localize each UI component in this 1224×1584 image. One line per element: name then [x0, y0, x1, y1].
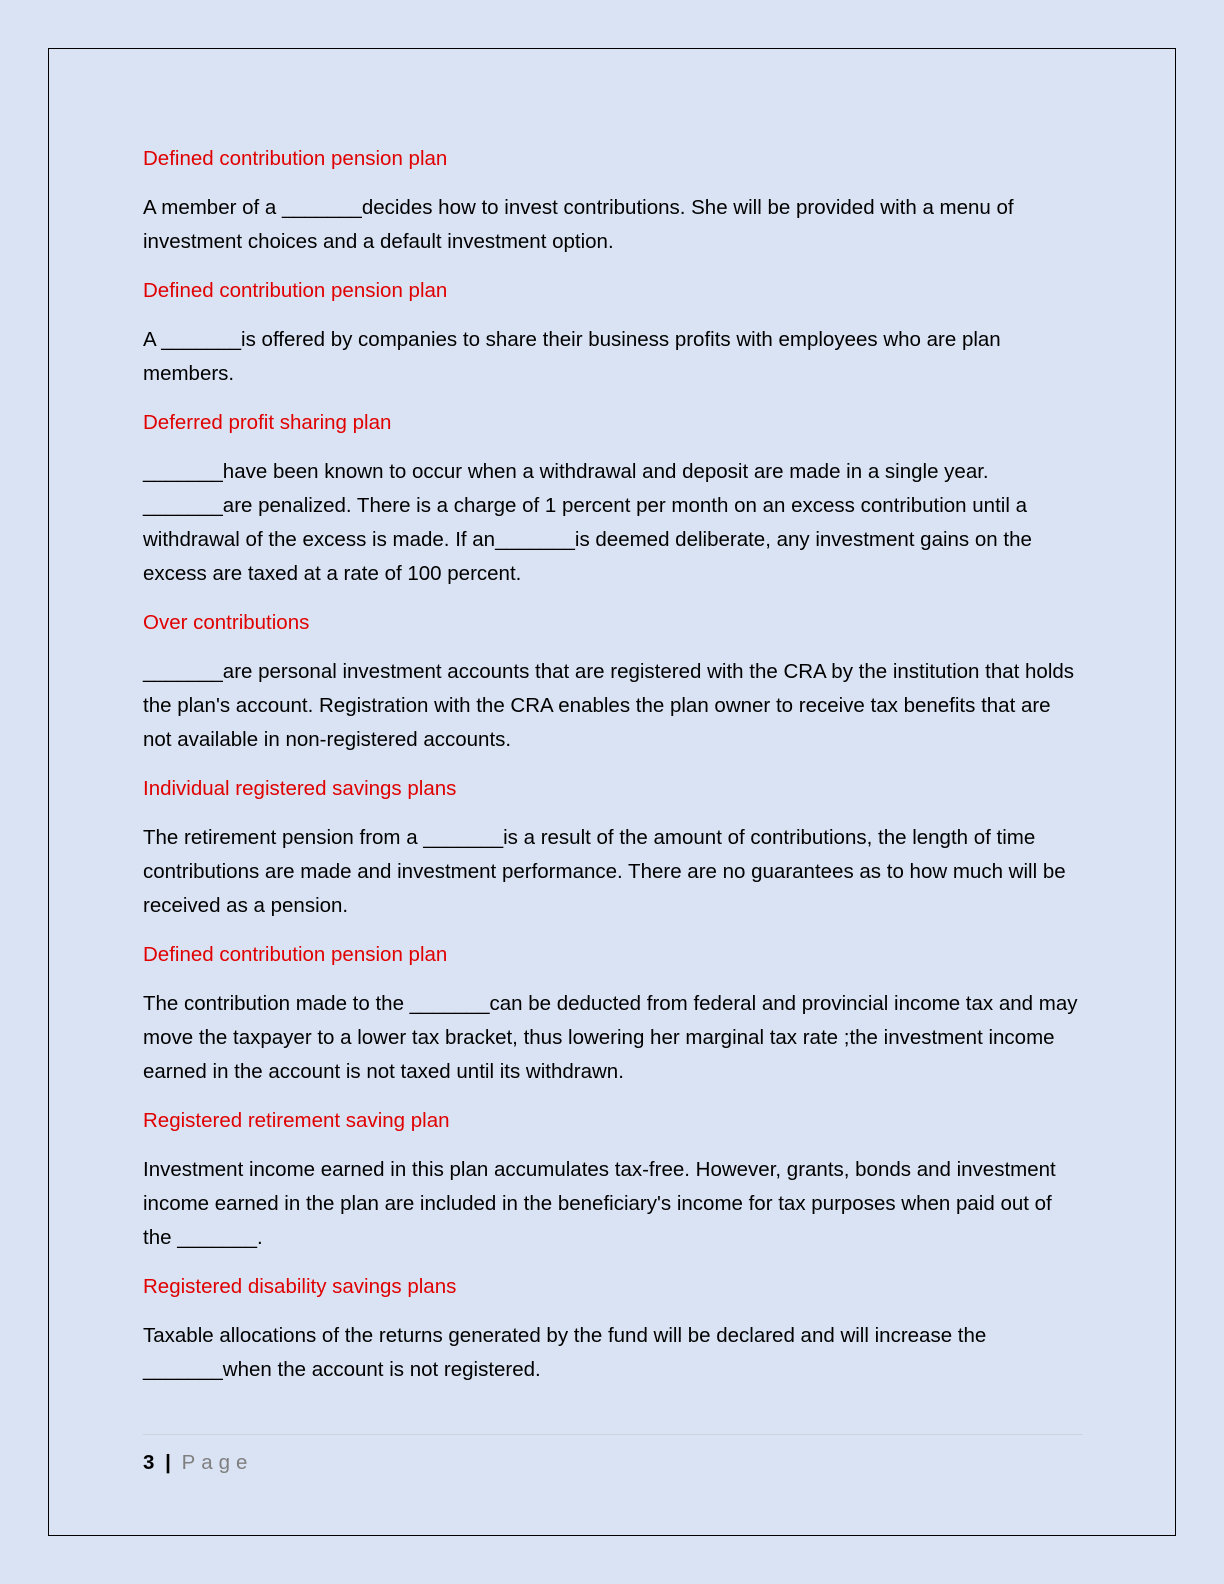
footer-divider — [143, 1434, 1083, 1435]
question-paragraph: The contribution made to the _______can be deducted from federal and provincial income tax and may move the taxpayer to a lower tax bracket, thus lowering her marginal tax rate ;the investment income earned in the account is not taxed until its withdrawn. — [143, 992, 1078, 1083]
question-paragraph: _______have been known to occur when a withdrawal and deposit are made in a single year. _______are penalized. There is a charge of 1 percent per month on an excess contribution until a withdrawal of the excess is made. If an_______is deemed deliberate, any investment gains on the excess are taxed at a rate of 100 percent. — [143, 460, 1032, 585]
question-paragraph: Investment income earned in this plan accumulates tax-free. However, grants, bonds and investment income earned in the plan are included in the beneficiary's income for tax purposes when paid out of the _______. — [143, 1158, 1056, 1249]
section-heading: Registered disability savings plans — [143, 1275, 457, 1298]
question-paragraph: A _______is offered by companies to share their business profits with employees who are plan members. — [143, 328, 1001, 385]
footer-page-indicator — [143, 1450, 1085, 1476]
section-heading: Over contributions — [143, 611, 310, 634]
question-paragraph: A member of a _______decides how to invest contributions. She will be provided with a menu of investment choices and a default investment option. — [143, 196, 1014, 253]
section-heading: Defined contribution pension plan — [143, 147, 448, 170]
question-paragraph: The retirement pension from a _______is a result of the amount of contributions, the length of time contributions are made and investment performance. There are no guarantees as to how much will be received as a pension. — [143, 826, 1066, 917]
question-paragraph: _______are personal investment accounts that are registered with the CRA by the institution that holds the plan's account. Registration with the CRA enables the plan owner to receive tax benefits that are not available in non-registered accounts. — [143, 660, 1075, 751]
section-heading: Defined contribution pension plan — [143, 279, 448, 302]
page-number: 3 — [143, 1451, 155, 1474]
section-heading: Individual registered savings plans — [143, 777, 457, 800]
page-label: Page — [181, 1451, 254, 1474]
document-body — [143, 142, 1078, 1402]
question-paragraph: Taxable allocations of the returns generated by the fund will be declared and will increase the _______when the account is not registered. — [143, 1324, 987, 1381]
page-footer — [143, 1450, 1085, 1476]
section-heading: Deferred profit sharing plan — [143, 411, 392, 434]
section-heading: Registered retirement saving plan — [143, 1109, 450, 1132]
footer-separator: | — [165, 1451, 171, 1474]
section-heading: Defined contribution pension plan — [143, 943, 448, 966]
